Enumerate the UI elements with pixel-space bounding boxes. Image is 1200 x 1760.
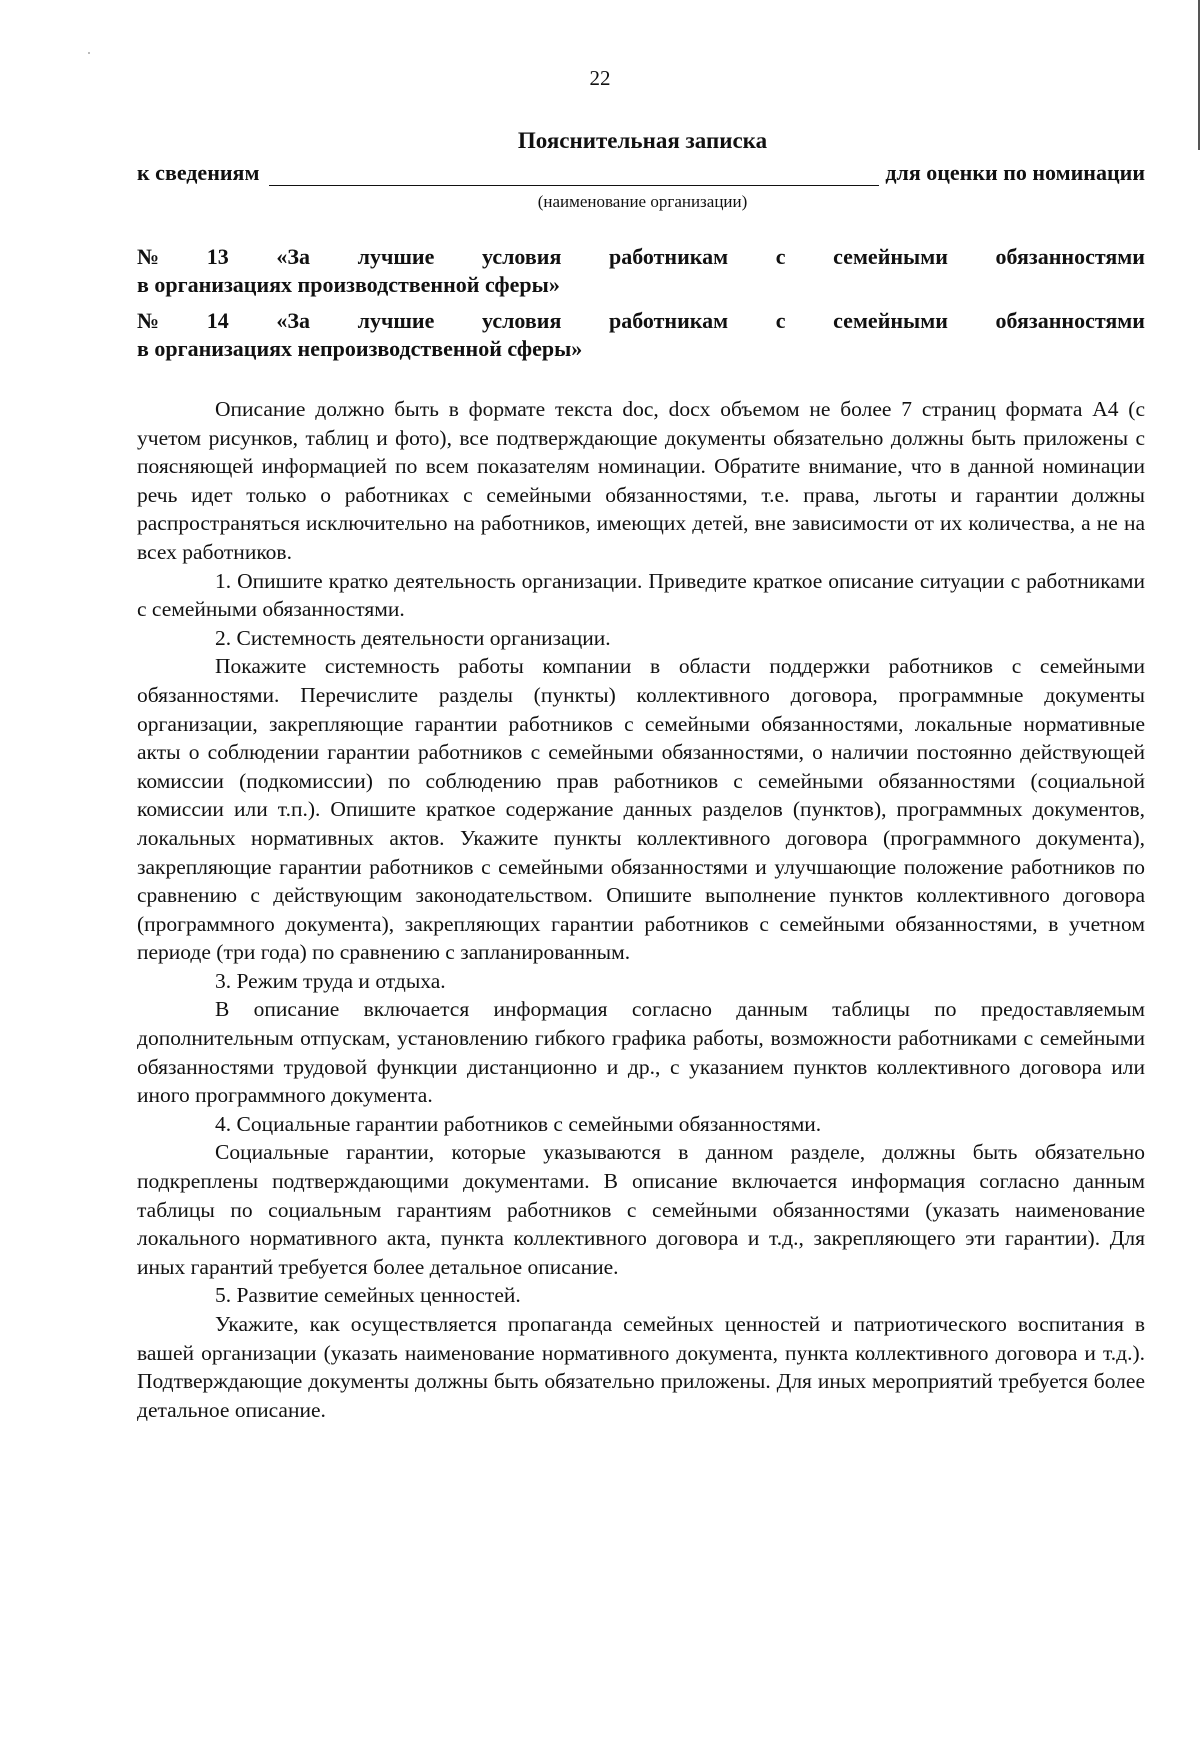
nomination-word: «За: [276, 244, 310, 269]
section-4-heading: 4. Социальные гарантии работников с семейными обязанностями.: [215, 1111, 822, 1136]
number-sign: №: [137, 244, 160, 269]
nomination-word: с: [775, 244, 786, 269]
nomination-word: условия: [482, 308, 562, 333]
section-2-heading: 2. Системность деятельности организации.: [215, 625, 611, 650]
nomination-title-continuation: в организациях непроизводственной сферы»: [137, 336, 583, 361]
nomination-title-continuation: в организациях производственной сферы»: [137, 272, 560, 297]
section-3-paragraph: В описание включается информация согласно данным таблицы по предоставляемым дополнительным отпускам, установлению гибкого графика работы, возможности работниками с семейными обязанностями трудовой функции дистанционно и др., с указанием пунктов коллективного договора или иного программного документа.: [137, 997, 1145, 1108]
page-title: Пояснительная записка: [517, 128, 768, 153]
nomination-word: лучшие: [357, 308, 435, 333]
section-5-heading: 5. Развитие семейных ценностей.: [215, 1283, 521, 1308]
organization-name-blank: [269, 165, 879, 186]
section-1-heading: 1. Опишите кратко деятельность организации. Приведите краткое описание ситуации с работниками с семейными обязанностями.: [137, 568, 1145, 622]
addressee-left-label: к сведениям: [137, 160, 260, 185]
nomination-title-line: [137, 308, 1145, 334]
nomination-word: обязанностями: [995, 308, 1145, 333]
nomination-13: [137, 244, 1145, 298]
nomination-word: семейными: [833, 244, 948, 269]
section-5-paragraph: Укажите, как осуществляется пропаганда семейных ценностей и патриотического воспитания в вашей организации (указать наименование нормативного документа, пункта коллективного договора и т.д.). Подтверждающие документы должны быть обязательно приложены. Для иных мероприятий требуется более детальное описание.: [137, 1312, 1145, 1422]
intro-paragraph: Описание должно быть в формате текста doc, docx объемом не более 7 страниц формата А4 (с учетом рисунков, таблиц и фото), все подтверждающие документы обязательно должны быть приложены с поясняющей информацией по всем показателям номинации. Обратите внимание, что в данной номинации речь идет только о работниках с семейными обязанностями, т.е. права, льготы и гарантии должны распространяться исключительно на работников, имеющих детей, вне зависимости от их количества, а не на всех работников.: [137, 397, 1145, 564]
section-4-paragraph: Социальные гарантии, которые указываются в данном разделе, должны быть обязательно подкреплены подтверждающими документами. В описание включается информация согласно данным таблицы по социальным гарантиям работников с семейными обязанностями (указать наименование локального нормативного акта, пункта коллективного договора и т.д., закрепляющего эти гарантии). Для иных гарантий требуется более детальное описание.: [137, 1140, 1145, 1279]
nomination-word: «За: [276, 308, 310, 333]
scan-artifact: [88, 52, 90, 54]
addressee-row: [137, 160, 1145, 186]
nomination-word: семейными: [833, 308, 948, 333]
addressee-right-label: для оценки по номинации: [885, 160, 1145, 185]
blank-caption: (наименование организации): [537, 192, 748, 211]
nomination-14: [137, 308, 1145, 362]
nomination-word: лучшие: [357, 244, 435, 269]
nomination-word: с: [775, 308, 786, 333]
nomination-number: 13: [206, 244, 229, 269]
nomination-number: 14: [206, 308, 229, 333]
page-number: 22: [589, 66, 611, 90]
nomination-word: работникам: [608, 308, 729, 333]
nomination-word: обязанностями: [995, 244, 1145, 269]
nomination-title-line: [137, 244, 1145, 270]
section-2-paragraph: Покажите системность работы компании в области поддержки работников с семейными обязанностями. Перечислите разделы (пункты) коллективного договора, программные документы организации, закрепляющие гарантии работников с семейными обязанностями, локальные нормативные акты о соблюдении гарантии работников с семейными обязанностями, о наличии постоянно действующей комиссии (подкомиссии) по соблюдению прав работников с семейными обязанностями (социальной комиссии или т.п.). Опишите краткое содержание данных разделов (пунктов), программных документов, локальных нормативных актов. Укажите пункты коллективного договора (программного документа), закрепляющие гарантии работников с семейными обязанностями и улучшающие положение работников по сравнению с действующим законодательством. Опишите выполнение пунктов коллективного договора (программного документа), закрепляющих гарантии работников с семейными обязанностями, в учетном периоде (три года) по сравнению с запланированным.: [137, 654, 1145, 965]
nomination-word: условия: [482, 244, 562, 269]
number-sign: №: [137, 308, 160, 333]
section-3-heading: 3. Режим труда и отдыха.: [215, 968, 446, 993]
document-body: [137, 395, 1145, 1424]
nomination-word: работникам: [608, 244, 729, 269]
